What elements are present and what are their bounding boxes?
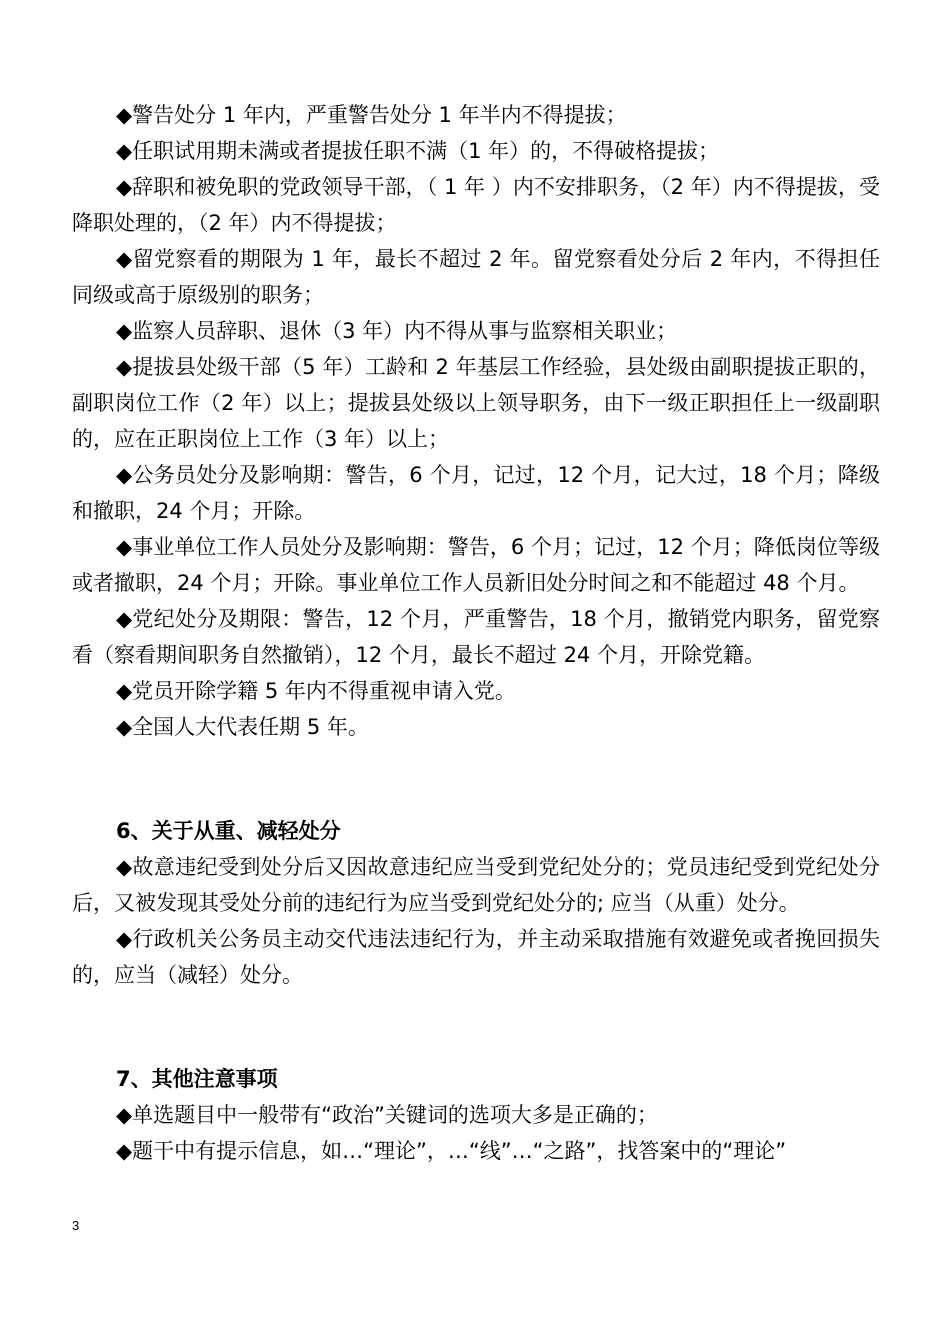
paragraph: ◆题干中有提示信息，如…“理论”，…“线”…“之路”，找答案中的“理论”	[116, 1139, 787, 1163]
section-spacer	[72, 993, 880, 1061]
page-number: 3	[72, 1218, 80, 1233]
paragraph: ◆故意违纪受到处分后又因故意违纪应当受到党纪处分的；党员违纪受到党纪处分后，又被发现其受处分前的违纪行为应当受到党纪处分的; 应当（从重）处分。	[72, 855, 880, 915]
section-spacer	[72, 745, 880, 813]
paragraph: ◆党纪处分及期限：警告，12 个月，严重警告，18 个月，撤销党内职务，留党察看（察看期间职务自然撤销），12 个月，最长不超过 24 个月，开除党籍。	[72, 607, 880, 667]
paragraph: ◆提拔县处级干部（5 年）工龄和 2 年基层工作经验，县处级由副职提拔正职的，副职岗位工作（2 年）以上；提拔县处级以上领导职务，由下一级正职担任上一级副职的，应在正职岗位上工作（3 年）以上；	[72, 355, 880, 451]
section-heading: 6、关于从重、减轻处分	[116, 819, 341, 843]
page-content	[72, 97, 880, 1169]
paragraph: ◆辞职和被免职的党政领导干部，（ 1 年 ）内不安排职务，（2 年）内不得提拔，受降职处理的，（2 年）内不得提拔；	[72, 175, 880, 235]
paragraph: ◆单选题目中一般带有“政治”关键词的选项大多是正确的；	[116, 1103, 658, 1127]
paragraph: ◆公务员处分及影响期：警告，6 个月，记过，12 个月，记大过，18 个月；降级和撤职，24 个月；开除。	[72, 463, 880, 523]
paragraph: ◆监察人员辞职、退休（3 年）内不得从事与监察相关职业；	[116, 319, 678, 343]
paragraph: ◆党员开除学籍 5 年内不得重视申请入党。	[116, 679, 516, 703]
paragraph: ◆任职试用期未满或者提拔任职不满（1 年）的，不得破格提拔；	[116, 139, 720, 163]
paragraph: ◆行政机关公务员主动交代违法违纪行为，并主动采取措施有效避免或者挽回损失的，应当（减轻）处分。	[72, 927, 880, 987]
section-heading: 7、其他注意事项	[116, 1067, 278, 1091]
paragraph: ◆全国人大代表任期 5 年。	[116, 715, 369, 739]
paragraph: ◆事业单位工作人员处分及影响期：警告，6 个月；记过，12 个月；降低岗位等级或者撤职，24 个月；开除。事业单位工作人员新旧处分时间之和不能超过 48 个月。	[72, 535, 880, 595]
paragraph: ◆警告处分 1 年内，严重警告处分 1 年半内不得提拔；	[116, 103, 627, 127]
paragraph: ◆留党察看的期限为 1 年，最长不超过 2 年。留党察看处分后 2 年内，不得担任同级或高于原级别的职务；	[72, 247, 880, 307]
